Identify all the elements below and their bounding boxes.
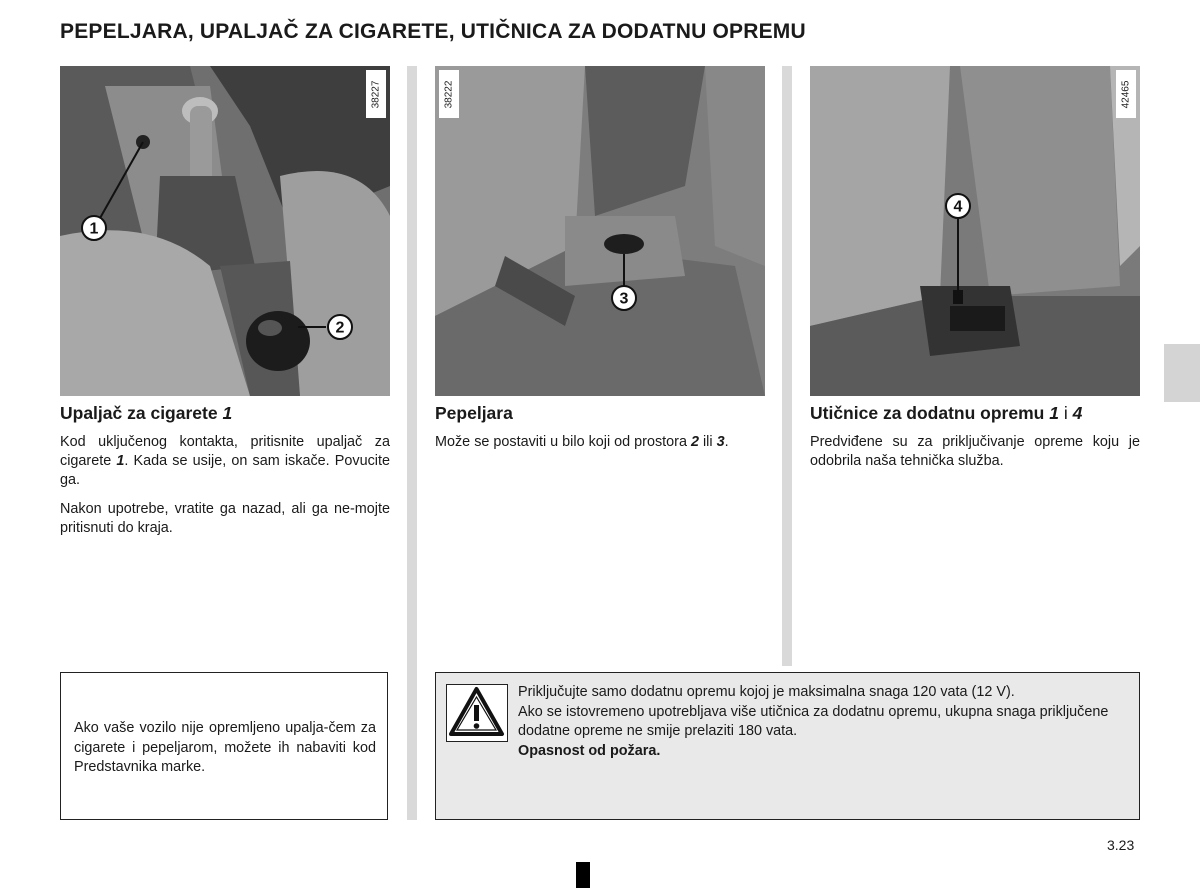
cigarette-lighter-return-note: Nakon upotrebe, vratite ga nazad, ali ga ne-mojte pritisnuti do kraja.: [60, 501, 390, 536]
ashtray-text-run-1: 2: [690, 434, 699, 450]
photo-reference-number: 42465: [1116, 70, 1136, 118]
photo-reference-number: 38227: [366, 70, 386, 118]
heading-and: i: [1063, 403, 1068, 423]
ashtray-text-run-0: Može se postaviti u bilo koji od prostora: [435, 434, 691, 450]
warning-line-multiple-sockets: Ako se istovremeno upotrebljava više utičnica za dodatnu opremu, ukupna snaga priključene dodatne opreme ne smije prelaziti 180 vata.: [518, 703, 1109, 739]
page-title: PEPELJARA, UPALJAČ ZA CIGARETE, UTIČNICA ZA DODATNU OPREMU: [60, 20, 806, 43]
ashtray-text-run-4: .: [724, 434, 729, 450]
ashtray-placement-text: [435, 433, 765, 452]
ashtray-photo: [435, 66, 765, 396]
warning-triangle-icon: [446, 684, 508, 742]
lighter-text-run-1: 1: [116, 453, 125, 469]
warning-line-fire-hazard: Opasnost od požara.: [518, 742, 661, 759]
photo-reference-number: 38222: [439, 70, 459, 118]
cigarette-lighter-photo: [60, 66, 390, 396]
page-number: 3.23: [1107, 837, 1135, 853]
callout-4-marker: [944, 192, 972, 220]
callout-1-label: 1: [89, 220, 99, 238]
accessory-socket-text: Predviđene su za priključivanje opreme koju je odobrila naša tehnička služba.: [810, 434, 1140, 469]
notice-box: [60, 672, 388, 820]
ashtray-text-run-2: ili: [698, 434, 717, 450]
column-divider-left: [407, 66, 417, 820]
accessory-socket-photo: [810, 66, 1140, 396]
ashtray-text-run-3: 3: [716, 434, 725, 450]
lighter-text-run-0: Kod uključenog kontakta, pritisnite upaljač za cigarete: [60, 434, 390, 469]
cigarette-lighter-heading: [60, 403, 400, 424]
ashtray-heading: Pepeljara: [435, 403, 513, 423]
column-divider-right: [782, 66, 792, 666]
heading-ref-1: 1: [1049, 403, 1059, 423]
callout-3-marker: [610, 284, 638, 312]
callout-4-label: 4: [953, 198, 963, 216]
warning-text: [518, 683, 1128, 761]
notice-text: Ako vaše vozilo nije opremljeno upalja-čem za cigarete i pepeljarom, možete ih nabaviti kod Predstavnika marke.: [74, 720, 376, 775]
warning-box: [435, 672, 1140, 820]
chapter-tab-marker: [1164, 344, 1200, 402]
lighter-text-run-2: . Kada se usije, on sam iskače. Povucite ga.: [60, 453, 390, 488]
warning-line-max-power: Priključujte samo dodatnu opremu kojoj je maksimalna snaga 120 vata (12 V).: [518, 684, 1015, 700]
callout-2-label: 2: [335, 319, 345, 337]
heading-ref: 1: [222, 403, 233, 423]
heading-text: Upaljač za cigarete: [60, 403, 218, 423]
accessory-socket-heading: [810, 403, 1170, 424]
callout-1-marker: [80, 214, 108, 242]
heading-ref-4: 4: [1072, 403, 1083, 423]
callout-3-label: 3: [619, 290, 629, 308]
cigarette-lighter-instructions: [60, 433, 390, 490]
binding-mark: [576, 862, 590, 888]
callout-2-marker: [326, 313, 354, 341]
heading-text: Utičnice za dodatnu opremu: [810, 403, 1045, 423]
